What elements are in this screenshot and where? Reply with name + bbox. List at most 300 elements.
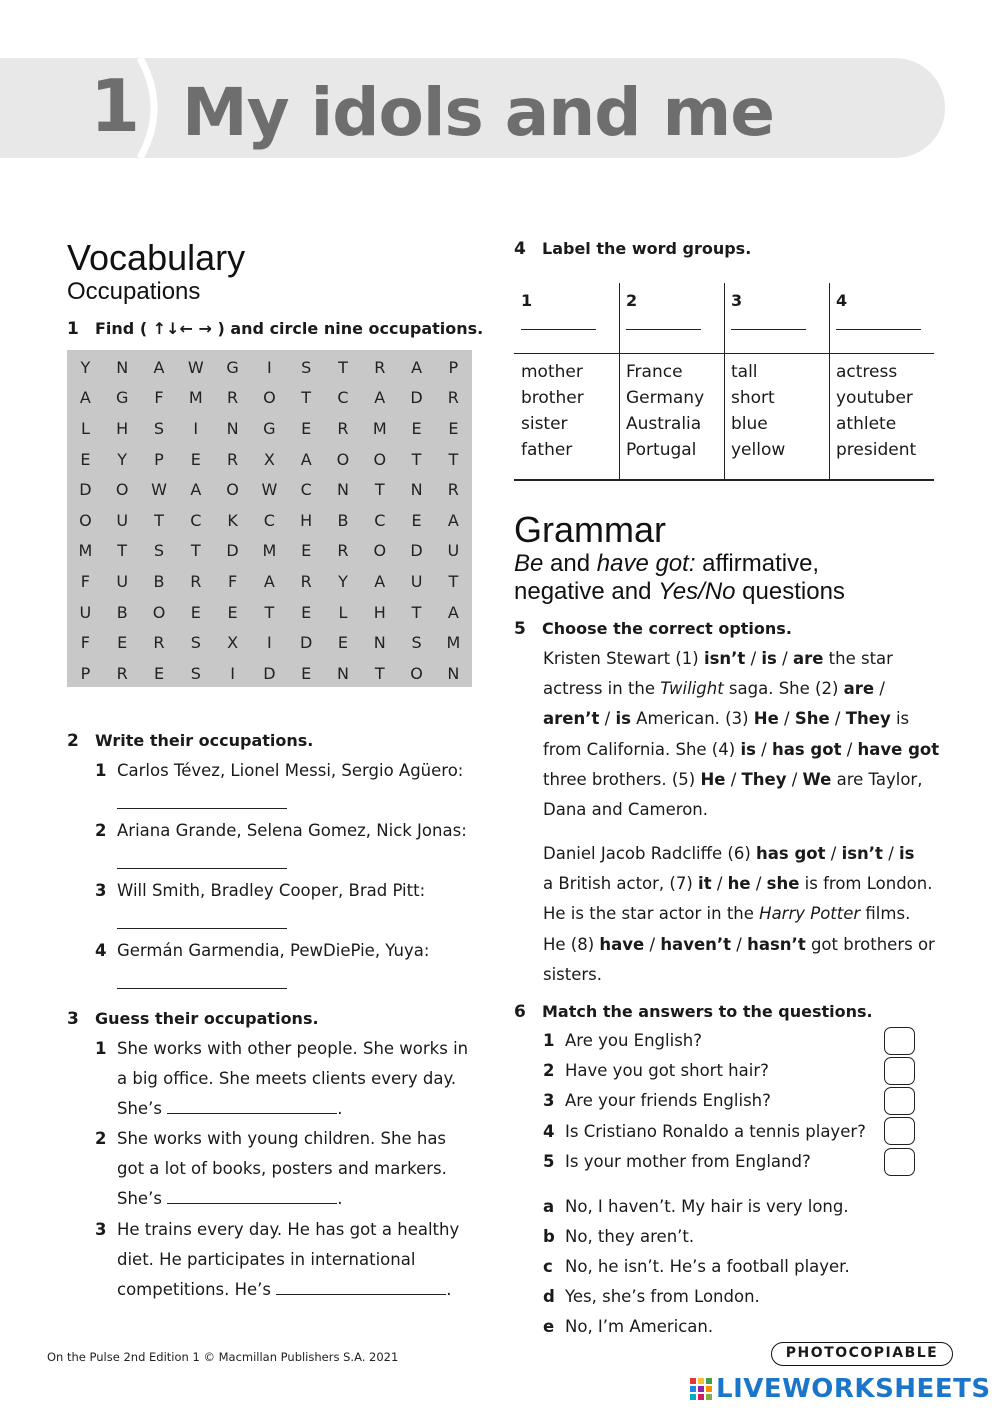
option[interactable]: are [843, 679, 875, 699]
column-number: 4 [836, 291, 848, 310]
word: actress [836, 362, 898, 382]
word-search-letter[interactable]: W [151, 480, 167, 500]
word-search-letter[interactable]: T [264, 602, 275, 622]
word-search-letter[interactable]: P [80, 663, 91, 683]
word-search-letter[interactable]: T [374, 663, 385, 683]
word-search-letter[interactable]: O [336, 449, 350, 469]
word-search-letter[interactable]: E [80, 449, 91, 469]
word-search-letter[interactable]: E [301, 541, 312, 561]
word-search-letter[interactable]: R [153, 633, 165, 653]
word-search-letter[interactable]: E [411, 510, 422, 530]
word-search-letter[interactable]: E [117, 633, 128, 653]
word-search-letter[interactable]: N [226, 418, 239, 438]
exercise-number: 3 [67, 1009, 79, 1029]
word: brother [521, 388, 584, 408]
question-text: Is your mother from England? [565, 1152, 811, 1171]
option[interactable]: isn’t [841, 844, 883, 863]
answer-blank[interactable] [117, 988, 287, 989]
word-search-letter[interactable]: H [116, 418, 129, 438]
word-search-letter[interactable]: A [79, 388, 91, 408]
separator: / [786, 769, 803, 789]
word-search-letter[interactable]: A [190, 480, 202, 500]
word-search-row [67, 505, 472, 536]
word-search-letter[interactable]: M [372, 418, 387, 438]
exercise-6-instruction [514, 1001, 873, 1023]
instruction-text: Guess their occupations. [95, 1009, 319, 1028]
exercise-5-instruction [514, 618, 792, 640]
exercise-3-instruction [67, 1008, 319, 1030]
column-number: 2 [626, 291, 638, 310]
exercise-number: 2 [67, 731, 79, 751]
word-search-letter[interactable]: X [263, 449, 275, 469]
answer-blank[interactable] [117, 868, 287, 869]
subtitle-part: affirmative, [695, 550, 820, 577]
word-group [731, 359, 785, 463]
subtitle-part: Yes/No [658, 578, 736, 605]
word-search-letter[interactable]: F [227, 571, 238, 591]
exercise-number: 5 [514, 619, 526, 639]
logo-text: LIVEWORKSHEETS [716, 1374, 991, 1404]
label-blank[interactable] [836, 329, 921, 330]
item-end: . [337, 1189, 343, 1208]
item-line: She’s [117, 1189, 162, 1208]
option[interactable]: haven’t [660, 934, 732, 954]
answer-blank[interactable] [167, 1096, 337, 1114]
answer-text: No, he isn’t. He’s a football player. [565, 1257, 850, 1276]
text: the star [823, 649, 893, 668]
option[interactable]: She [794, 709, 830, 729]
word-search-letter[interactable]: O [373, 541, 387, 561]
word-group [521, 359, 584, 463]
word-search-letter[interactable]: A [374, 388, 386, 408]
word-search-letter[interactable]: C [300, 480, 312, 500]
word-search-letter[interactable]: T [374, 480, 385, 500]
header-divider [514, 353, 934, 354]
word-search-letter[interactable]: A [153, 357, 165, 377]
question-item [543, 1086, 771, 1116]
word-search-letter[interactable]: C [337, 388, 349, 408]
option[interactable]: He [700, 769, 726, 789]
word-search-letter[interactable]: T [411, 449, 422, 469]
word-search-letter[interactable]: C [263, 510, 275, 530]
word-search-letter[interactable]: Y [338, 571, 348, 591]
separator: / [599, 709, 616, 729]
word-search-letter[interactable]: E [337, 633, 349, 653]
question-item [543, 1147, 811, 1177]
word-search-letter[interactable]: P [154, 449, 164, 469]
word-search-letter[interactable]: F [154, 388, 164, 408]
word-search-letter[interactable]: E [301, 602, 312, 622]
word-search-letter[interactable]: R [227, 449, 239, 469]
word-search-letter[interactable]: F [80, 571, 90, 591]
instruction-text: Label the word groups. [542, 239, 752, 258]
word-search-letter[interactable]: C [190, 510, 202, 530]
option[interactable]: is [740, 739, 756, 759]
answer-blank[interactable] [167, 1186, 337, 1204]
photocopiable-badge: PHOTOCOPIABLE [771, 1342, 953, 1366]
word-search-letter[interactable]: D [226, 541, 239, 561]
word-search-letter[interactable]: U [447, 541, 460, 561]
answer-text: Yes, she’s from London. [565, 1287, 760, 1306]
option[interactable]: hasn’t [747, 934, 806, 954]
word-search-row [67, 352, 472, 383]
word-search-letter[interactable]: T [448, 449, 459, 469]
word-search-letter[interactable]: X [227, 633, 239, 653]
option[interactable]: They [845, 709, 891, 729]
column-divider [829, 283, 830, 480]
word-search-letter[interactable]: U [116, 571, 129, 591]
text: are Taylor, [831, 769, 923, 789]
word-search-letter[interactable]: A [447, 602, 459, 622]
word-search-letter[interactable]: Y [80, 357, 91, 377]
word-search-letter[interactable]: O [410, 663, 423, 683]
answer-box[interactable] [884, 1087, 915, 1115]
question-item [543, 1056, 769, 1086]
word-search-letter[interactable]: O [115, 480, 129, 500]
word-search-letter[interactable]: T [448, 571, 459, 591]
word: tall [731, 362, 758, 382]
exercise-2-instruction [67, 730, 313, 752]
word-search-letter[interactable]: B [153, 571, 165, 591]
separator: / [644, 934, 661, 954]
word-search-letter[interactable]: K [227, 510, 238, 530]
word-search-letter[interactable]: A [374, 571, 386, 591]
word-search-letter[interactable]: D [410, 388, 423, 408]
question-text: Is Cristiano Ronaldo a tennis player? [565, 1122, 866, 1141]
word: yellow [731, 440, 786, 460]
item-text: Carlos Tévez, Lionel Messi, Sergio Agüero: [117, 761, 464, 780]
separator: / [725, 769, 742, 789]
separator: / [750, 874, 767, 894]
word-search-row [67, 658, 472, 689]
answer-blank[interactable] [117, 928, 287, 929]
word-search-letter[interactable]: T [338, 357, 348, 377]
option[interactable]: have [599, 934, 645, 954]
option[interactable]: They [741, 769, 787, 789]
item-text: Ariana Grande, Selena Gomez, Nick Jonas: [117, 821, 467, 840]
item-letter: c [543, 1257, 553, 1276]
item-line: competitions. He’s [117, 1280, 272, 1299]
option[interactable]: He [753, 709, 779, 729]
ex3-item [95, 1124, 447, 1214]
option[interactable]: We [802, 769, 832, 789]
word-search-letter[interactable]: T [117, 541, 128, 561]
word: Germany [626, 388, 705, 408]
word-search-letter[interactable]: I [267, 633, 272, 653]
column-divider [619, 283, 620, 480]
subtitle-part: negative and [514, 578, 659, 605]
question-text: Have you got short hair? [565, 1061, 769, 1080]
word-search-letter[interactable]: R [447, 388, 459, 408]
word-search-letter[interactable]: U [79, 602, 92, 622]
text: is [890, 709, 910, 729]
option[interactable]: isn’t [703, 649, 746, 668]
option[interactable]: she [766, 874, 800, 894]
word: sister [521, 414, 568, 434]
answer-text: No, I’m American. [565, 1317, 714, 1336]
word-search-letter[interactable]: S [411, 633, 422, 653]
column-number: 3 [731, 291, 743, 310]
text: Daniel Jacob Radcliffe (6) [543, 844, 757, 863]
label-blank[interactable] [731, 329, 806, 330]
exercise-number: 1 [67, 319, 79, 339]
ex3-item [95, 1215, 459, 1305]
question-text: Are you English? [565, 1031, 703, 1050]
word-search-letter[interactable]: D [79, 480, 92, 500]
word-search-letter[interactable]: E [411, 418, 422, 438]
word: Australia [626, 414, 702, 434]
word-search-letter[interactable]: B [337, 510, 349, 530]
subtitle-part: Be [514, 550, 544, 577]
word-search-letter[interactable]: G [263, 418, 276, 438]
text: actress in the [543, 679, 661, 699]
option[interactable]: he [727, 874, 751, 894]
word-search-letter[interactable]: C [374, 510, 386, 530]
answer-box[interactable] [884, 1057, 915, 1085]
item-number: 1 [543, 1031, 555, 1050]
text: from California. She (4) [543, 739, 741, 759]
separator: / [711, 874, 728, 894]
word-search-letter[interactable]: M [188, 388, 203, 408]
word-search-letter[interactable]: S [190, 663, 201, 683]
item-number: 2 [543, 1061, 555, 1080]
item-text: Will Smith, Bradley Cooper, Brad Pitt: [117, 881, 426, 900]
word-search-row [67, 444, 472, 475]
word-search-letter[interactable]: I [267, 357, 272, 377]
answer-blank[interactable] [276, 1277, 446, 1295]
item-end: . [446, 1280, 452, 1299]
word-search-letter[interactable]: W [187, 357, 204, 377]
word-search-letter[interactable]: I [193, 418, 199, 438]
item-number: 1 [95, 761, 107, 780]
item-number: 1 [95, 1039, 107, 1058]
question-item [543, 1026, 702, 1056]
word-search-letter[interactable]: N [116, 357, 129, 377]
word-search-letter[interactable]: F [80, 633, 90, 653]
word-search-letter[interactable]: R [374, 357, 386, 377]
word-search-letter[interactable]: N [336, 480, 349, 500]
word-search-letter[interactable]: R [337, 541, 349, 561]
answer-text: No, they aren’t. [565, 1227, 695, 1246]
answer-item [543, 1252, 850, 1282]
word-search-letter[interactable]: D [410, 541, 423, 561]
exercise-number: 4 [514, 239, 526, 259]
exercise-4-instruction [514, 238, 751, 260]
separator: / [745, 649, 762, 668]
word-search-letter[interactable]: S [190, 633, 201, 653]
word-search-letter[interactable]: A [300, 449, 312, 469]
answer-blank[interactable] [117, 808, 287, 809]
option[interactable]: have got [857, 739, 940, 759]
text: American. (3) [630, 709, 754, 729]
option[interactable]: has got [756, 844, 826, 863]
word-search-letter[interactable]: E [227, 602, 238, 622]
separator: / [841, 739, 858, 759]
text: films. [860, 904, 911, 924]
separator: / [882, 844, 900, 863]
text: / [874, 679, 885, 699]
ex2-item [95, 756, 463, 786]
answer-item [543, 1192, 849, 1222]
text: He is the star actor in the [543, 904, 760, 924]
word-search-letter[interactable]: O [263, 388, 276, 408]
word-search-letter[interactable]: S [153, 541, 165, 561]
word-search-letter[interactable]: M [446, 633, 461, 653]
word-search-letter[interactable]: Y [117, 449, 128, 469]
item-line: She’s [117, 1099, 162, 1118]
vocabulary-subtitle: Occupations [67, 278, 201, 305]
answer-text: No, I haven’t. My hair is very long. [565, 1197, 849, 1216]
option[interactable]: is [615, 709, 631, 729]
word-search-row [67, 383, 472, 414]
word-search-letter[interactable]: U [410, 571, 423, 591]
text: a British actor, (7) [543, 874, 699, 894]
word-search-letter[interactable]: T [301, 388, 312, 408]
word-search-letter[interactable]: E [153, 663, 165, 683]
word-search-letter[interactable]: O [79, 510, 92, 530]
word-search-row [67, 597, 472, 628]
answer-item [543, 1222, 694, 1252]
word-search-letter[interactable]: E [190, 602, 201, 622]
word-search-row [67, 566, 472, 597]
word-search-letter[interactable]: R [190, 571, 202, 591]
separator: / [825, 844, 842, 863]
question-item [543, 1117, 866, 1147]
word-search-letter[interactable]: N [336, 663, 349, 683]
word-search-letter[interactable]: A [263, 571, 275, 591]
word-search-letter[interactable]: N [373, 633, 386, 653]
ex3-item [95, 1034, 468, 1124]
subtitle-part: questions [735, 578, 845, 605]
word-search-letter[interactable]: R [447, 480, 459, 500]
answer-box[interactable] [884, 1148, 915, 1176]
label-blank[interactable] [521, 329, 596, 330]
option[interactable]: has got [771, 739, 842, 759]
option[interactable]: aren’t [543, 709, 600, 729]
text: sisters. [543, 964, 603, 984]
word-search-letter[interactable]: R [300, 571, 312, 591]
ex5-paragraph-1 [543, 644, 939, 825]
word: short [731, 388, 775, 408]
item-number: 3 [543, 1091, 555, 1110]
word-search-letter[interactable]: G [115, 388, 129, 408]
exercise-1-instruction [67, 318, 483, 340]
item-letter: e [543, 1317, 555, 1336]
word-search-letter[interactable]: R [116, 663, 128, 683]
item-line: He trains every day. He has got a healthy [117, 1220, 460, 1239]
ex5-paragraph-2 [543, 839, 935, 990]
item-letter: b [543, 1227, 555, 1246]
table-bottom-border [514, 479, 934, 481]
word: president [836, 440, 917, 460]
grammar-title: Grammar [514, 509, 666, 550]
text: is from London. [799, 874, 933, 894]
text: He (8) [543, 934, 600, 954]
option[interactable]: is [899, 844, 915, 863]
word-search-letter[interactable]: H [373, 602, 386, 622]
ex2-item [95, 876, 425, 906]
item-end: . [337, 1099, 343, 1118]
word-search-letter[interactable]: S [301, 357, 312, 377]
instruction-text: Match the answers to the questions. [542, 1002, 873, 1021]
word-search-letter[interactable]: I [230, 663, 235, 683]
word-search-letter[interactable]: N [410, 480, 423, 500]
word-search-letter[interactable]: E [301, 663, 312, 683]
word-search-row [67, 627, 472, 658]
word-search-letter[interactable]: O [152, 602, 166, 622]
word: France [626, 362, 683, 382]
instruction-text: Write their occupations. [95, 731, 314, 750]
option[interactable]: is [761, 649, 777, 668]
word-search-letter[interactable]: E [448, 418, 459, 438]
word-search-letter[interactable]: E [190, 449, 201, 469]
item-number: 4 [95, 941, 107, 960]
item-line: a big office. She meets clients every day. [117, 1069, 457, 1088]
word-search-letter[interactable]: W [261, 480, 278, 500]
column-divider [724, 283, 725, 480]
word-search-letter[interactable]: R [227, 388, 239, 408]
item-line: She works with young children. She has [117, 1129, 447, 1148]
word-search-letter[interactable]: O [373, 449, 387, 469]
word-search-letter[interactable]: H [300, 510, 313, 530]
word-search-letter[interactable]: D [300, 633, 313, 653]
item-number: 2 [95, 821, 107, 840]
word-search-letter[interactable]: G [226, 357, 239, 377]
text: three brothers. (5) [543, 769, 701, 789]
column-number: 1 [521, 291, 533, 310]
word-search-letter[interactable]: S [153, 418, 165, 438]
item-number: 5 [543, 1152, 555, 1171]
ex2-item [95, 816, 467, 846]
instruction-text: Find ( ↑↓← → ) and circle nine occupations. [95, 319, 484, 338]
word-search-letter[interactable]: L [80, 418, 90, 438]
word-search-letter[interactable]: T [190, 541, 201, 561]
word-search-letter[interactable]: M [78, 541, 93, 561]
word-search-letter[interactable]: A [411, 357, 423, 377]
word: father [521, 440, 573, 460]
word-search-letter[interactable]: B [116, 602, 128, 622]
word-search-letter[interactable]: D [263, 663, 276, 683]
separator: / [755, 739, 772, 759]
word-search-letter[interactable]: A [447, 510, 459, 530]
word-search-letter[interactable]: N [447, 663, 460, 683]
word-search-letter[interactable]: U [116, 510, 129, 530]
word: athlete [836, 414, 897, 434]
question-text: Are your friends English? [565, 1091, 771, 1110]
text: saga. She (2) [723, 679, 844, 699]
word-search-letter[interactable]: T [154, 510, 164, 530]
liveworksheets-logo[interactable] [690, 1374, 991, 1404]
answer-box[interactable] [884, 1117, 915, 1145]
answer-box[interactable] [884, 1027, 915, 1055]
ex2-item [95, 936, 429, 966]
word-search-letter[interactable]: M [262, 541, 277, 561]
option[interactable]: it [698, 874, 712, 894]
label-blank[interactable] [626, 329, 701, 330]
word-search-letter[interactable]: E [301, 418, 312, 438]
text: got brothers or [805, 934, 935, 954]
word-search-letter[interactable]: L [338, 602, 348, 622]
word-search-grid[interactable] [67, 350, 472, 687]
word-search-letter[interactable]: T [411, 602, 422, 622]
word-search-letter[interactable]: O [226, 480, 239, 500]
instruction-text: Choose the correct options. [542, 619, 792, 638]
word-search-letter[interactable]: P [448, 357, 459, 377]
item-line: got a lot of books, posters and markers. [117, 1159, 447, 1178]
item-number: 3 [95, 881, 107, 900]
option[interactable]: are [792, 649, 824, 668]
word-search-letter[interactable]: R [337, 418, 349, 438]
